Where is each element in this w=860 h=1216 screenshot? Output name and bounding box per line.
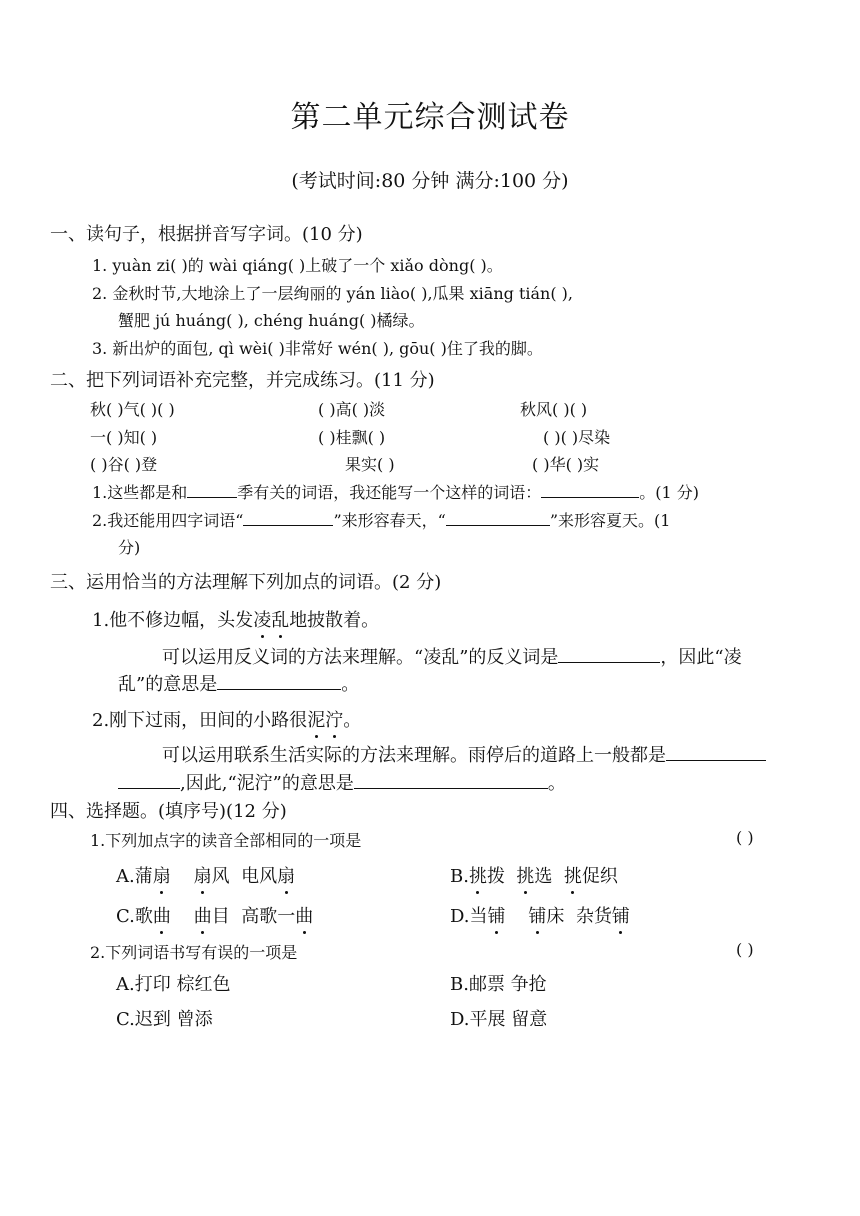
dotted-char: 铺 <box>612 902 630 928</box>
dotted-char: 扇 <box>277 862 295 888</box>
dotted-char: 挑 <box>564 862 582 888</box>
page-subtitle: (考试时间:80 分钟 满分:100 分) <box>291 170 569 192</box>
answer-blank[interactable] <box>446 509 550 526</box>
dotted-char: 凌 <box>253 606 271 632</box>
s2-question-2: 2.我还能用四字词语“ ”来形容春天，“ ”来形容夏天。(1 <box>92 511 671 530</box>
s2-idiom-2: ( )高( )淡 <box>318 400 386 419</box>
s3-question-2: 2.刚下过雨，田间的小路很泥泞。 <box>92 706 361 732</box>
answer-blank[interactable] <box>243 509 333 526</box>
s2-idiom-1: 秋( )气( )( ) <box>90 400 175 419</box>
dotted-char: 扇 <box>194 862 212 888</box>
s2-idiom-4: 一( )知( ) <box>90 428 158 447</box>
answer-paren[interactable]: ( ) <box>736 828 754 847</box>
s4-question-1: 1.下列加点字的读音全部相同的一项是 <box>90 831 362 850</box>
answer-blank[interactable] <box>666 742 766 761</box>
s2-idiom-9: ( )华( )实 <box>532 455 600 474</box>
dotted-char: 曲 <box>194 902 212 928</box>
answer-blank[interactable] <box>354 770 548 789</box>
s2-idiom-7: ( )谷( )登 <box>90 455 158 474</box>
answer-blank[interactable] <box>217 671 341 690</box>
section-3-heading: 三、运用恰当的方法理解下列加点的词语。(2 分) <box>50 572 442 593</box>
s1-question-2-cont: 蟹肥 jú huáng( ), chéng huáng( )橘绿。 <box>118 311 425 330</box>
dotted-char: 挑 <box>516 862 534 888</box>
dotted-char: 曲 <box>295 902 313 928</box>
s4-q1-option-a[interactable]: A.蒲扇 扇风 电风扇 <box>116 862 295 888</box>
s4-q1-option-b[interactable]: B.挑拨 挑选 挑促织 <box>450 862 618 888</box>
dotted-char: 铺 <box>528 902 546 928</box>
page-title: 第二单元综合测试卷 <box>290 100 570 135</box>
s3-answer-1: 可以运用反义词的方法来理解。“凌乱”的反义词是 ，因此“凌 <box>162 643 742 669</box>
section-1-heading: 一、读句子，根据拼音写字词。(10 分) <box>50 224 363 245</box>
s4-q2-option-a[interactable]: A.打印 棕红色 <box>116 974 231 995</box>
section-4-heading: 四、选择题。(填序号)(12 分) <box>50 801 287 822</box>
s4-q1-option-d[interactable]: D.当铺 铺床 杂货铺 <box>450 902 630 928</box>
s3-question-1: 1.他不修边幅，头发凌乱地披散着。 <box>92 606 379 632</box>
s2-question-1: 1.这些都是和 季有关的词语，我还能写一个这样的词语： 。(1 分) <box>92 483 700 502</box>
s3-answer-1-cont: 乱”的意思是 。 <box>118 670 359 696</box>
s4-question-2: 2.下列词语书写有误的一项是 <box>90 943 298 962</box>
s1-question-2: 2. 金秋时节,大地涂上了一层绚丽的 yán liào( ),瓜果 xiāng tián( ), <box>92 284 574 303</box>
s3-answer-2: 可以运用联系生活实际的方法来理解。雨停后的道路上一般都是 <box>162 741 766 767</box>
dotted-char: 曲 <box>153 902 171 928</box>
dotted-char: 扇 <box>153 862 171 888</box>
answer-paren[interactable]: ( ) <box>736 940 754 959</box>
answer-blank[interactable] <box>541 481 639 498</box>
s2-idiom-5: ( )桂飘( ) <box>318 428 386 447</box>
dotted-char: 泥 <box>307 706 325 732</box>
answer-blank[interactable] <box>187 481 237 498</box>
s3-answer-2-cont: ,因此,“泥泞”的意思是 。 <box>118 769 566 795</box>
s4-q2-option-d[interactable]: D.平展 留意 <box>450 1009 548 1030</box>
s1-question-1: 1. yuàn zi( )的 wài qiáng( )上破了一个 xiǎo dòng( )。 <box>92 256 503 275</box>
s4-q2-option-c[interactable]: C.迟到 曾添 <box>116 1009 213 1030</box>
dotted-char: 乱 <box>271 606 289 632</box>
s2-question-2-cont: 分) <box>118 538 141 557</box>
dotted-char: 铺 <box>488 902 506 928</box>
s1-question-3: 3. 新出炉的面包, qì wèi( )非常好 wén( ), gōu( )住了我的脚。 <box>92 339 543 358</box>
section-2-heading: 二、把下列词语补充完整，并完成练习。(11 分) <box>50 370 435 391</box>
answer-blank[interactable] <box>118 770 180 789</box>
s4-q2-option-b[interactable]: B.邮票 争抢 <box>450 974 547 995</box>
s2-idiom-8: 果实( ) <box>345 455 395 474</box>
s2-idiom-3: 秋风( )( ) <box>520 400 588 419</box>
dotted-char: 泞 <box>325 706 343 732</box>
s2-idiom-6: ( )( )尽染 <box>543 428 611 447</box>
dotted-char: 挑 <box>469 862 487 888</box>
answer-blank[interactable] <box>558 644 660 663</box>
s4-q1-option-c[interactable]: C.歌曲 曲目 高歌一曲 <box>116 902 313 928</box>
